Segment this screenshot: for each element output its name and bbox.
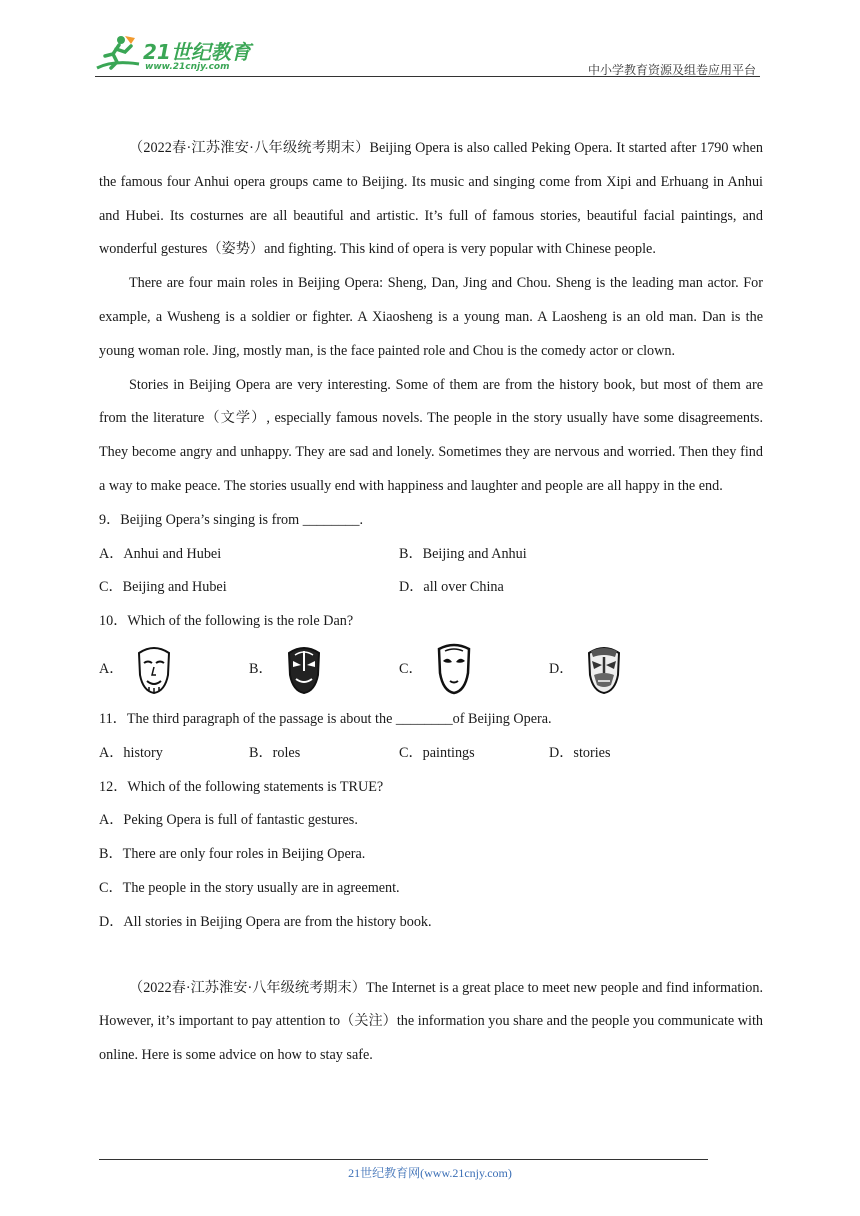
option-c: C．Beijing and Hubei [99, 579, 227, 596]
option-label: C． [399, 660, 423, 677]
footer-divider [99, 1159, 708, 1160]
logo-text: 21世纪教育 [143, 40, 251, 64]
header-divider [95, 76, 760, 77]
passage2-paragraph-1: （2022春·江苏淮安·八年级统考期末）The Internet is a great place to meet new people and find information. However, it’s important to pay attention to（关注）the information you share and the people you communicate with online. Here is some advice on how to stay safe. [99, 979, 763, 1064]
page-header [95, 30, 760, 78]
passage1-paragraph-3: Stories in Beijing Opera are very interesting. Some of them are from the history book, but most of them are from the literature（文学）, especially famous novels. The people in the story usually have some disagreements. They become angry and unhappy. They are sad and lonely. Sometimes they are nervous and worried. Then they find a way to make peace. The stories usually end with happiness and laughter and people are all happy in the end. [99, 376, 763, 494]
option-a [99, 643, 249, 695]
question-9 [99, 504, 763, 605]
option-label: B． [249, 660, 273, 677]
option-c: C．paintings [399, 744, 475, 761]
option-c: C．The people in the story usually are in agreement. [99, 879, 400, 896]
question-stem: 9．Beijing Opera’s singing is from ________. [99, 511, 364, 528]
question-stem: 12．Which of the following statements is TRUE? [99, 778, 384, 795]
question-12 [99, 771, 763, 940]
option-d: D．All stories in Beijing Opera are from the history book. [99, 913, 432, 930]
opera-mask-d-icon [585, 643, 623, 695]
option-d [549, 643, 699, 695]
option-a: A．Anhui and Hubei [99, 545, 222, 562]
question-stem: 10．Which of the following is the role Dan? [99, 613, 354, 630]
opera-mask-c-icon [435, 643, 473, 695]
option-a: A．history [99, 744, 163, 761]
option-label: A． [99, 660, 124, 677]
logo-url: www.21cnjy.com [145, 62, 230, 72]
option-d: D．all over China [399, 579, 504, 596]
runner-logo-icon [95, 34, 141, 74]
option-b: B．roles [249, 744, 301, 761]
option-b: B．Beijing and Anhui [399, 545, 527, 562]
passage1-paragraph-2: There are four main roles in Beijing Opera: Sheng, Dan, Jing and Chou. Sheng is the leading man actor. For example, a Wusheng is a soldier or fighter. A Xiaosheng is a young man. A Laosheng is an old man. Dan is the young woman role. Jing, mostly man, is the face painted role and Chou is the comedy actor or clown. [99, 275, 763, 359]
document-body [99, 132, 763, 1073]
question-stem: 11．The third paragraph of the passage is about the ________of Beijing Opera. [99, 710, 552, 727]
site-logo[interactable] [95, 34, 265, 78]
passage1-paragraph-1: （2022春·江苏淮安·八年级统考期末）Beijing Opera is also called Peking Opera. It started after 1790 when the famous four Anhui opera groups came to Beijing. Its music and singing come from Xipi and Erhuang in Anhui and Hubei. Its costurnes are all beautiful and artistic. It’s full of famous stories, beautiful facial paintings, and wonderful gestures（姿势）and fighting. This kind of opera is very popular with Chinese people. [99, 140, 763, 258]
opera-mask-a-icon [135, 643, 173, 695]
question-11 [99, 703, 763, 771]
option-b: B．There are only four roles in Beijing Opera. [99, 846, 366, 863]
option-d: D．stories [549, 744, 611, 761]
platform-title: 中小学教育资源及组卷应用平台 [587, 63, 756, 77]
question-10 [99, 605, 763, 703]
option-a: A．Peking Opera is full of fantastic gestures. [99, 812, 358, 829]
option-c [399, 643, 549, 695]
option-b [249, 643, 399, 695]
footer-source[interactable]: 21世纪教育网(www.21cnjy.com) [348, 1166, 512, 1180]
opera-mask-b-icon [285, 643, 323, 695]
option-label: D． [549, 660, 574, 677]
